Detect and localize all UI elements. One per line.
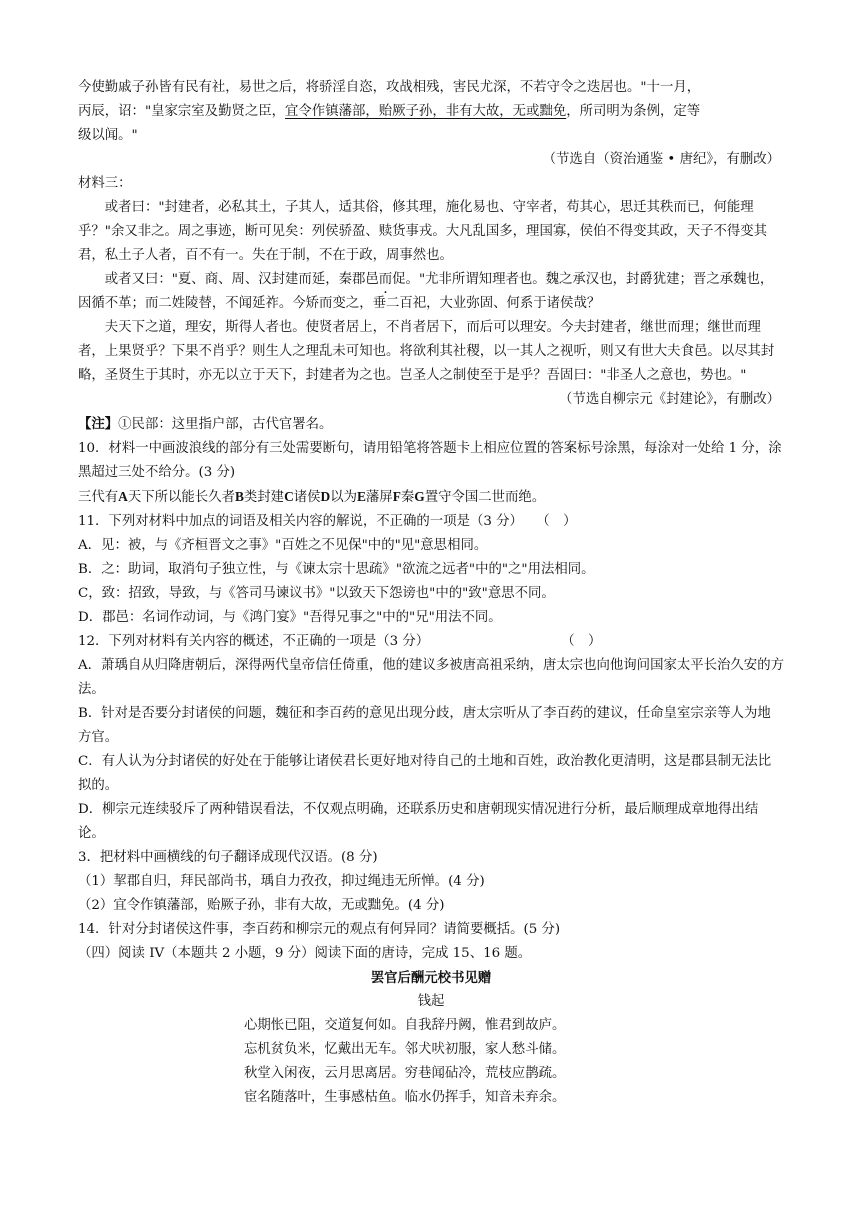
material-three-text: 或者又曰："夏、商、周、汉封建而延，秦郡 (104, 272, 366, 287)
question-12-option-c: C．有人认为分封诸侯的好处在于能够让诸侯君长更好地对待自己的土地和百姓，政治教化更清明，这是郡县制无法比拟的。 (78, 754, 772, 793)
note-label: 【注】 (78, 416, 119, 432)
material-two-line-3: 级以闻。" (78, 128, 138, 143)
poem-line: 宦名随落叶，生事感枯鱼。临水仍挥手，知音未弃余。 (244, 1090, 566, 1105)
break-mark-b: B (234, 489, 244, 504)
passage-segment: 三代有 (78, 490, 119, 505)
question-14-stem: 14．针对分封诸侯这件事，李百药和柳宗元的观点有何异同？请简要概括。(5 分) (78, 922, 561, 937)
passage-segment: 置守令国二世而绝。 (424, 490, 546, 505)
question-10-passage (78, 485, 784, 510)
passage-segment: 以为 (330, 490, 357, 505)
poem-line: 心期怅已阻，交道复何如。自我辞丹阙，惟君到故庐。 (244, 1018, 566, 1033)
question-11-option-b: B．之：助词，取消句子独立性，与《谏太宗十思疏》"欲流之远者"中的"之"用法相同。 (78, 562, 595, 577)
poem-line: 忘机贫负米，忆戴出无车。邻犬吠初服，家人愁斗储。 (244, 1042, 566, 1057)
underlined-sentence: 宜令作镇藩部，贻厥子孙，非有大故，无或黜免 (285, 104, 567, 119)
passage-segment: 藩屏 (365, 490, 393, 505)
question-13-sentence-2: （2）宜令作镇藩部，贻厥子孙，非有大故，无或黜免。(4 分) (78, 898, 445, 913)
poem-author: 钱起 (417, 994, 445, 1009)
passage-segment: 诸侯 (293, 490, 321, 505)
question-12-option-d: D．柳宗元连续驳斥了两种错误看法，不仅观点明确，还联系历史和唐朝现实情况进行分析，最后顺理成章地得出结论。 (78, 802, 759, 841)
break-mark-d: D (320, 489, 331, 504)
question-11-option-a: A．见：被，与《齐桓晋文之事》"百姓之不见保"中的"见"意思相同。 (78, 538, 488, 553)
poem-line: 秋堂入闲夜，云月思离居。穷巷闻砧冷，荒枝应鹊疏。 (244, 1066, 566, 1081)
passage-segment: 秦 (400, 490, 415, 505)
question-10-stem: 10．材料一中画波浪线的部分有三处需要断句，请用铅笔将答题卡上相应位置的答案标号涂黑，每涂对一处给 1 分，涂黑超过三处不给分。(3 分) (78, 441, 782, 480)
break-mark-f: F (392, 489, 401, 504)
question-12-text: 12．下列对材料有关内容的概述，不正确的一项是（3 分） (78, 634, 430, 649)
material-two-line-1: 今使勤戚子孙皆有民有社，易世之后，将骄淫自恣，攻战相残，害民尤深，不若守令之迭居也。"十一月， (78, 80, 701, 95)
material-three-para-1: 或者曰："封建者，必私其土，子其人，适其俗，修其理，施化易也、守宰者，苟其心，思迁其秩而已，何能理乎？"余又非之。周之事迹，断可见矣：列侯骄盈、赎货事戎。大凡乱国多，理国寡，侯伯不得变其政，天子不得变其君，私土子人者，百不有一。失在于制，不在于政，周事然也。 (78, 200, 768, 263)
poem-title: 罢官后酬元校书见赠 (370, 970, 492, 986)
passage-segment: 类封建 (243, 490, 285, 505)
question-13-stem: 3．把材料中画横线的句子翻译成现代汉语。(8 分) (78, 850, 378, 865)
passage-segment: 天下所以能长久者 (127, 490, 235, 505)
material-two-text: ，所司明为条例，定等 (566, 104, 701, 119)
material-three-text: 而促。"尤非所谓知理者也。魏之承汉也，封爵犹建；晋之承魏也，因循不革；而二姓陵替，不闻延祚。今矫而变之，垂二百祀，大业弥固、何系于诸侯哉？ (78, 272, 774, 311)
material-two-source: （节选自（资治通鉴 • 唐纪》，有删改） (542, 152, 780, 167)
material-three-para-3: 夫天下之道，理安，斯得人者也。使贤者居上，不肖者居下，而后可以理安。今夫封建者，继世而理；继世而理者，上果贤乎？下果不肖乎？则生人之理乱未可知也。将欲利其社稷，以一其人之视听，则又有世大夫食邑。以尽其封略，圣贤生于其时，亦无以立于天下，封建者为之也。岂圣人之制使至于是乎？吾固曰："非圣人之意也，势也。" (78, 320, 775, 383)
break-mark-g: G (414, 489, 425, 504)
answer-paren: （ ） (561, 634, 602, 649)
question-11-option-c: C，致：招致，导致，与《答司马谏议书》"以致天下怨谤也"中的"致"意思不同。 (78, 586, 555, 601)
question-11-stem: 11．下列对材料中加点的词语及相关内容的解说，不正确的一项是（3 分） （ ） (78, 514, 577, 529)
section-four-intro: （四）阅读 IV（本题共 2 小题，9 分）阅读下面的唐诗，完成 15、16 题。 (78, 946, 532, 961)
question-12-stem (78, 630, 784, 654)
question-11-option-d: D．郡邑：名词作动词，与《鸿门宴》"吾得兄事之"中的"兄"用法不同。 (78, 610, 502, 625)
material-three-source: （节选自柳宗元《封建论》，有删改） (559, 392, 780, 407)
question-12-option-b: B．针对是否要分封诸侯的问题，魏征和李百药的意见出现分歧，唐太宗听从了李百药的建议，任命皇室宗亲等人为地方官。 (78, 706, 771, 745)
material-three-label: 材料三： (78, 176, 132, 191)
question-12-option-a: A．萧瑀自从归降唐朝后，深得两代皇帝信任倚重，他的建议多被唐高祖采纳，唐太宗也向他询问国家太平长治久安的方法。 (78, 658, 784, 697)
question-13-sentence-1: （1）挈郡自归，拜民部尚书，瑀自力孜孜，抑过绳违无所惮。(4 分) (78, 874, 485, 889)
note (78, 412, 784, 437)
note-text: ①民部：这里指户部，古代官署名。 (118, 417, 333, 432)
material-two-line-2 (78, 100, 784, 124)
break-mark-c: C (284, 489, 294, 504)
material-three-para-2 (78, 268, 784, 316)
break-mark-e: E (356, 489, 366, 504)
exam-page (78, 76, 784, 1110)
poem-body (244, 1014, 784, 1110)
dotted-word: 邑 (365, 272, 379, 287)
break-mark-a: A (118, 489, 128, 504)
material-two-text: 丙辰，诏："皇家宗室及勤贤之臣， (78, 104, 286, 119)
